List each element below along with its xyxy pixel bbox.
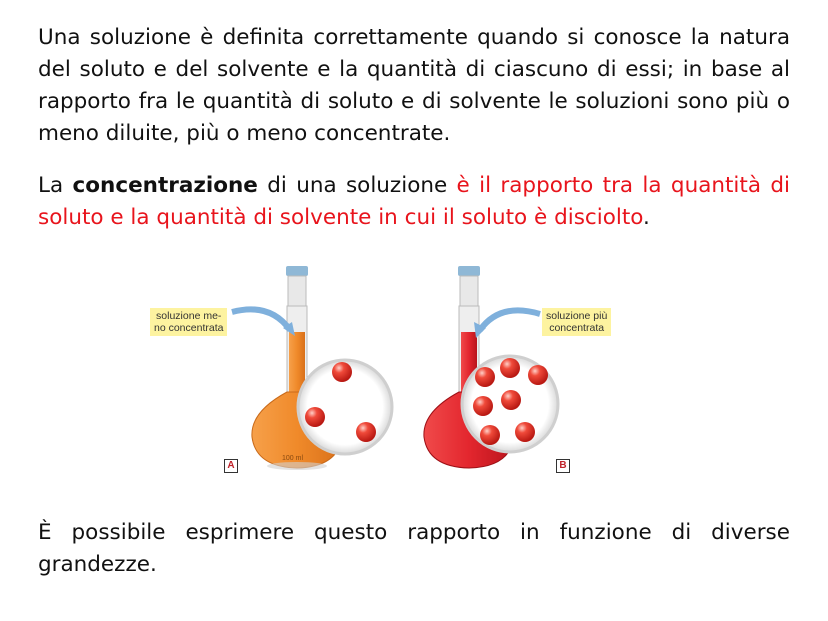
tag-a: A <box>224 459 238 473</box>
definition-highlight: è il rapporto tra la quantità di soluto e la quantità di solvente in cui il soluto è disciolto <box>38 173 790 230</box>
particle-icon <box>305 407 325 427</box>
tag-b: B <box>556 459 570 473</box>
particle-icon <box>480 425 500 445</box>
flask-a-stopper-icon <box>286 266 308 276</box>
flask-b-stopper-icon <box>458 266 480 276</box>
arrow-a-icon <box>232 309 290 330</box>
label-more-line2: concentrata <box>549 322 605 334</box>
particle-icon <box>356 422 376 442</box>
definition-end: . <box>643 205 650 230</box>
flasks-illustration <box>140 262 640 492</box>
concentrazione-term: concentrazione <box>72 173 258 198</box>
arrow-b-icon <box>480 310 540 330</box>
flasks-figure <box>140 262 640 492</box>
flask-a-marking: 100 ml <box>282 455 304 462</box>
label-less-concentrated <box>150 308 227 336</box>
particle-icon <box>528 365 548 385</box>
magnifier-a <box>298 360 392 454</box>
particle-icon <box>332 362 352 382</box>
particle-icon <box>475 367 495 387</box>
magnifier-b <box>462 356 558 452</box>
particle-icon <box>473 396 493 416</box>
particle-icon <box>501 390 521 410</box>
definition-mid: di una soluzione <box>257 173 457 198</box>
intro-paragraph: Una soluzione è definita correttamente quando si conosce la natura del soluto e del solvente e la quantità di ciascuno di essi; in base al rapporto fra le quantità di soluto e di solvente le soluzioni sono più o meno diluite, più o meno concentrate. <box>38 25 790 146</box>
label-less-line2: no concentrata <box>154 322 224 334</box>
label-less-line1: soluzione me- <box>156 310 222 322</box>
definition-paragraph <box>38 170 790 234</box>
closing-paragraph: È possibile esprimere questo rapporto in funzione di diverse grandezze. <box>38 520 790 577</box>
label-more-concentrated <box>542 308 611 336</box>
label-more-line1: soluzione più <box>546 310 608 322</box>
particle-icon <box>500 358 520 378</box>
definition-lead: La <box>38 173 73 198</box>
particle-icon <box>515 422 535 442</box>
